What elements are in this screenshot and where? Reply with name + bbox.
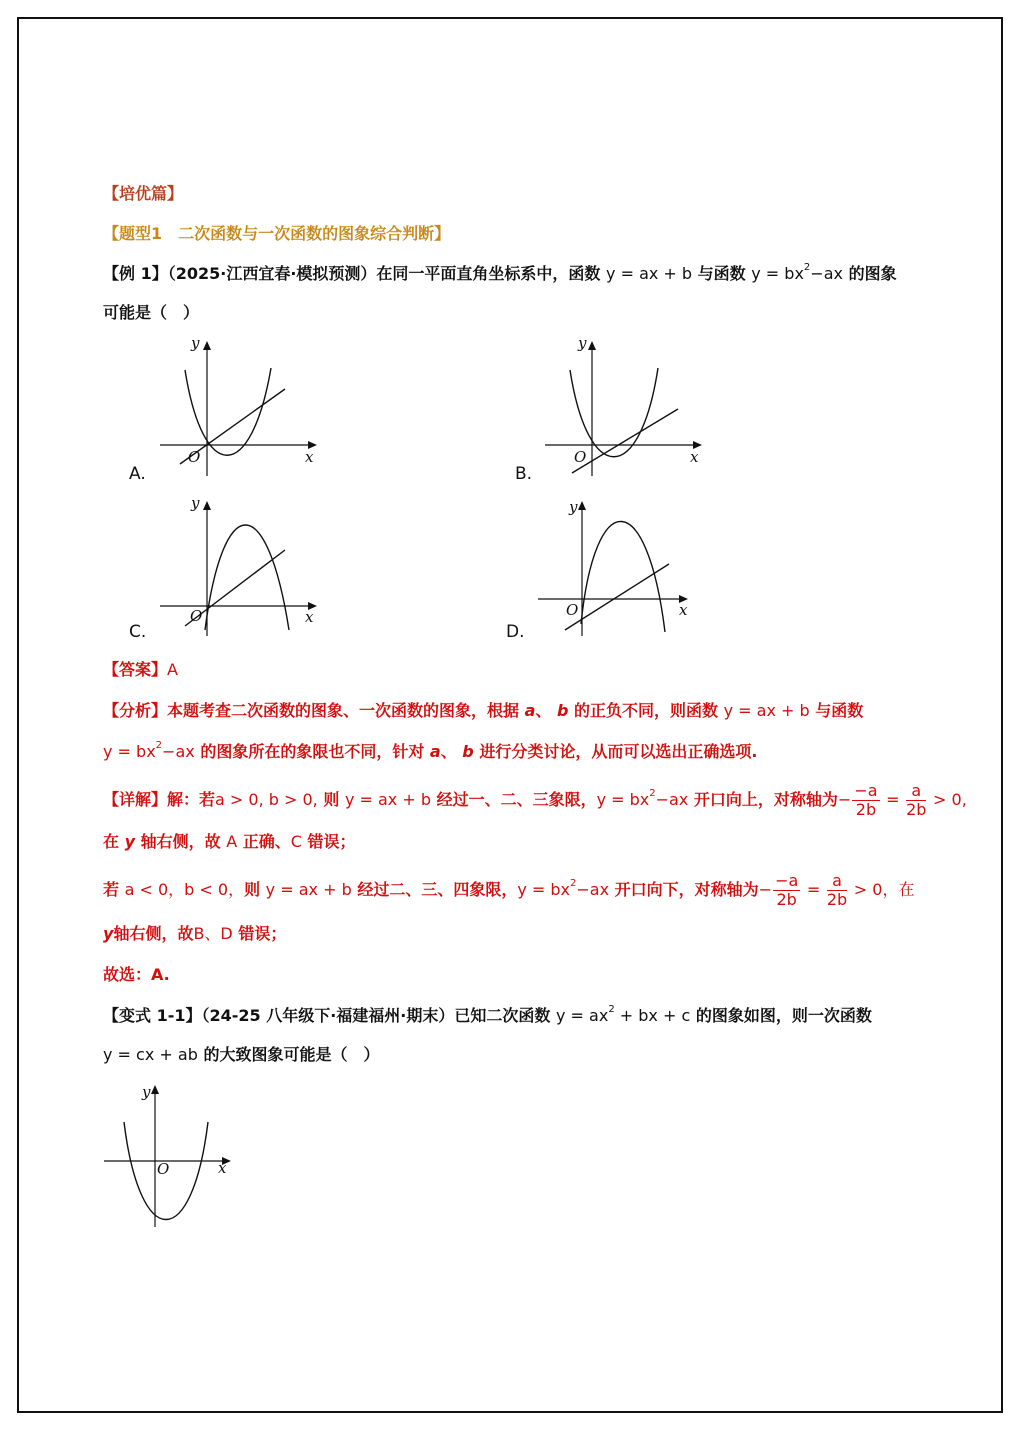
variant-tag: 【变式 1-1】 <box>103 1006 202 1025</box>
detail-text: 错误； <box>307 832 356 851</box>
analysis-line1 <box>103 701 863 721</box>
example1-f1: y = ax + b <box>606 264 693 283</box>
example1-tag: 【例 1】 <box>103 264 168 283</box>
analysis-text: 与函数 <box>815 701 864 720</box>
condition: a > 0, b > 0, <box>215 790 318 809</box>
answer-tag: 【答案】 <box>103 660 168 679</box>
example1-stem-line1 <box>103 264 897 284</box>
var-b: b <box>462 742 474 761</box>
analysis-tag: 【分析】 <box>103 701 168 720</box>
analysis-text: 的图象所在的象限也不同，针对 <box>200 742 425 761</box>
example1-stem-text2: 与函数 <box>697 264 746 283</box>
formula: $y = bx^2-ax$ <box>596 788 689 809</box>
axis-label-x: x <box>690 448 699 466</box>
graph-option-d <box>535 498 705 638</box>
fraction: $\frac{a}{2b}$ <box>826 871 848 909</box>
variant-source: （24-25 八年级下·福建福州·期末） <box>201 1006 455 1025</box>
option-c-label: C. <box>129 622 147 642</box>
answer-value: A <box>167 660 178 679</box>
detail-line4 <box>103 924 286 944</box>
condition: a < 0，b < 0， <box>124 880 245 899</box>
example1-f2: $y = bx^2-ax$ <box>751 262 843 283</box>
inequality: > 0, <box>933 790 967 809</box>
variant-text: 的大致图象可能是（ ） <box>203 1045 380 1064</box>
detail-tag: 【详解】 <box>103 790 168 809</box>
detail-text: 则 <box>244 880 261 899</box>
detail-text: 正确、 <box>242 832 291 851</box>
analysis-line2 <box>103 742 757 762</box>
equals-sign: = <box>886 790 900 809</box>
var-y: y <box>103 924 114 943</box>
axis-label-y: y <box>191 334 200 352</box>
detail-text: 则 <box>323 790 340 809</box>
option-ref: A <box>226 832 238 851</box>
axis-label-x: x <box>305 608 314 626</box>
detail-text: 在 <box>103 832 120 851</box>
origin-label: O <box>574 448 587 466</box>
axis-label-y: y <box>191 494 200 512</box>
detail-line3 <box>103 868 914 912</box>
analysis-text: 本题考查二次函数的图象、一次函数的图象，根据 <box>167 701 520 720</box>
origin-label: O <box>566 601 579 619</box>
minus-sign: − <box>837 790 852 809</box>
var-b: b <box>557 701 569 720</box>
variant-formula: $y = ax^2$ + bx + c <box>555 1004 691 1025</box>
origin-label: O <box>190 607 203 625</box>
example1-stem-text: 在同一平面直角坐标系中，函数 <box>376 264 601 283</box>
origin-label: O <box>188 448 201 466</box>
detail-text: 错误； <box>238 924 287 943</box>
analysis-formula2: $y = bx^2-ax$ <box>103 740 195 761</box>
question-type-heading: 【题型1 二次函数与一次函数的图象综合判断】 <box>103 224 451 243</box>
formula: y = ax + b <box>344 790 431 809</box>
axis-label-y: y <box>569 498 578 516</box>
var-y: y <box>124 832 136 851</box>
axis-label-y: y <box>142 1083 151 1101</box>
detail-text: 经过一、二、三象限， <box>436 790 597 809</box>
fraction: $\frac{-a}{2b}$ <box>775 871 799 909</box>
detail-line2 <box>103 832 356 852</box>
separator: 、 <box>535 701 552 720</box>
detail-text: 开口向上，对称轴为 <box>693 790 838 809</box>
detail-text: 开口向下，对称轴为 <box>614 880 759 899</box>
inequality: > 0，在 <box>853 880 915 899</box>
detail-line1 <box>103 778 967 822</box>
axis-label-x: x <box>679 601 688 619</box>
answer-line <box>103 660 178 680</box>
option-ref: B、D <box>193 924 233 943</box>
option-ref: C <box>290 832 302 851</box>
example1-stem-text3: 的图象 <box>848 264 897 283</box>
axis-label-x: x <box>305 448 314 466</box>
separator: 、 <box>440 742 457 761</box>
detail-text: 轴右侧，故 <box>113 924 194 943</box>
example1-source: （2025·江西宜春·模拟预测） <box>167 264 377 283</box>
detail-conclusion: 故选：A. <box>103 965 170 984</box>
variant-text: 的图象如图，则一次函数 <box>695 1006 872 1025</box>
variant-text: 已知二次函数 <box>454 1006 551 1025</box>
variant-stem-line2 <box>103 1045 379 1065</box>
graph-option-b <box>540 334 710 478</box>
variant-formula: y = cx + ab <box>103 1045 198 1064</box>
variant-stem-line1 <box>103 1006 872 1026</box>
detail-text: 轴右侧，故 <box>140 832 221 851</box>
section-heading: 【培优篇】 <box>103 184 184 203</box>
fraction: $\frac{a}{2b}$ <box>906 781 927 819</box>
origin-label: O <box>157 1160 170 1178</box>
example1-stem-line2: 可能是（ ） <box>103 303 200 322</box>
option-a-label: A. <box>129 464 146 484</box>
analysis-text: 的正负不同，则函数 <box>574 701 719 720</box>
option-b-label: B. <box>515 464 533 484</box>
axis-label-y: y <box>578 334 587 352</box>
graph-variant <box>100 1082 240 1232</box>
graph-option-c <box>155 494 325 638</box>
fraction: $\frac{-a}{2b}$ <box>854 781 878 819</box>
detail-text: 若 <box>103 880 120 899</box>
var-a: a <box>429 742 441 761</box>
option-d-label: D. <box>506 622 525 642</box>
formula: $y = bx^2-ax$ <box>517 878 610 899</box>
axis-label-x: x <box>218 1159 227 1177</box>
detail-text: 经过二、三、四象限， <box>357 880 518 899</box>
equals-sign: = <box>806 880 821 899</box>
formula: y = ax + b <box>265 880 352 899</box>
detail-text: 解：若 <box>167 790 216 809</box>
graph-option-a <box>155 334 325 478</box>
minus-sign: − <box>758 880 773 899</box>
analysis-formula: y = ax + b <box>723 701 810 720</box>
var-a: a <box>524 701 536 720</box>
analysis-text: 进行分类讨论，从而可以选出正确选项. <box>479 742 758 761</box>
